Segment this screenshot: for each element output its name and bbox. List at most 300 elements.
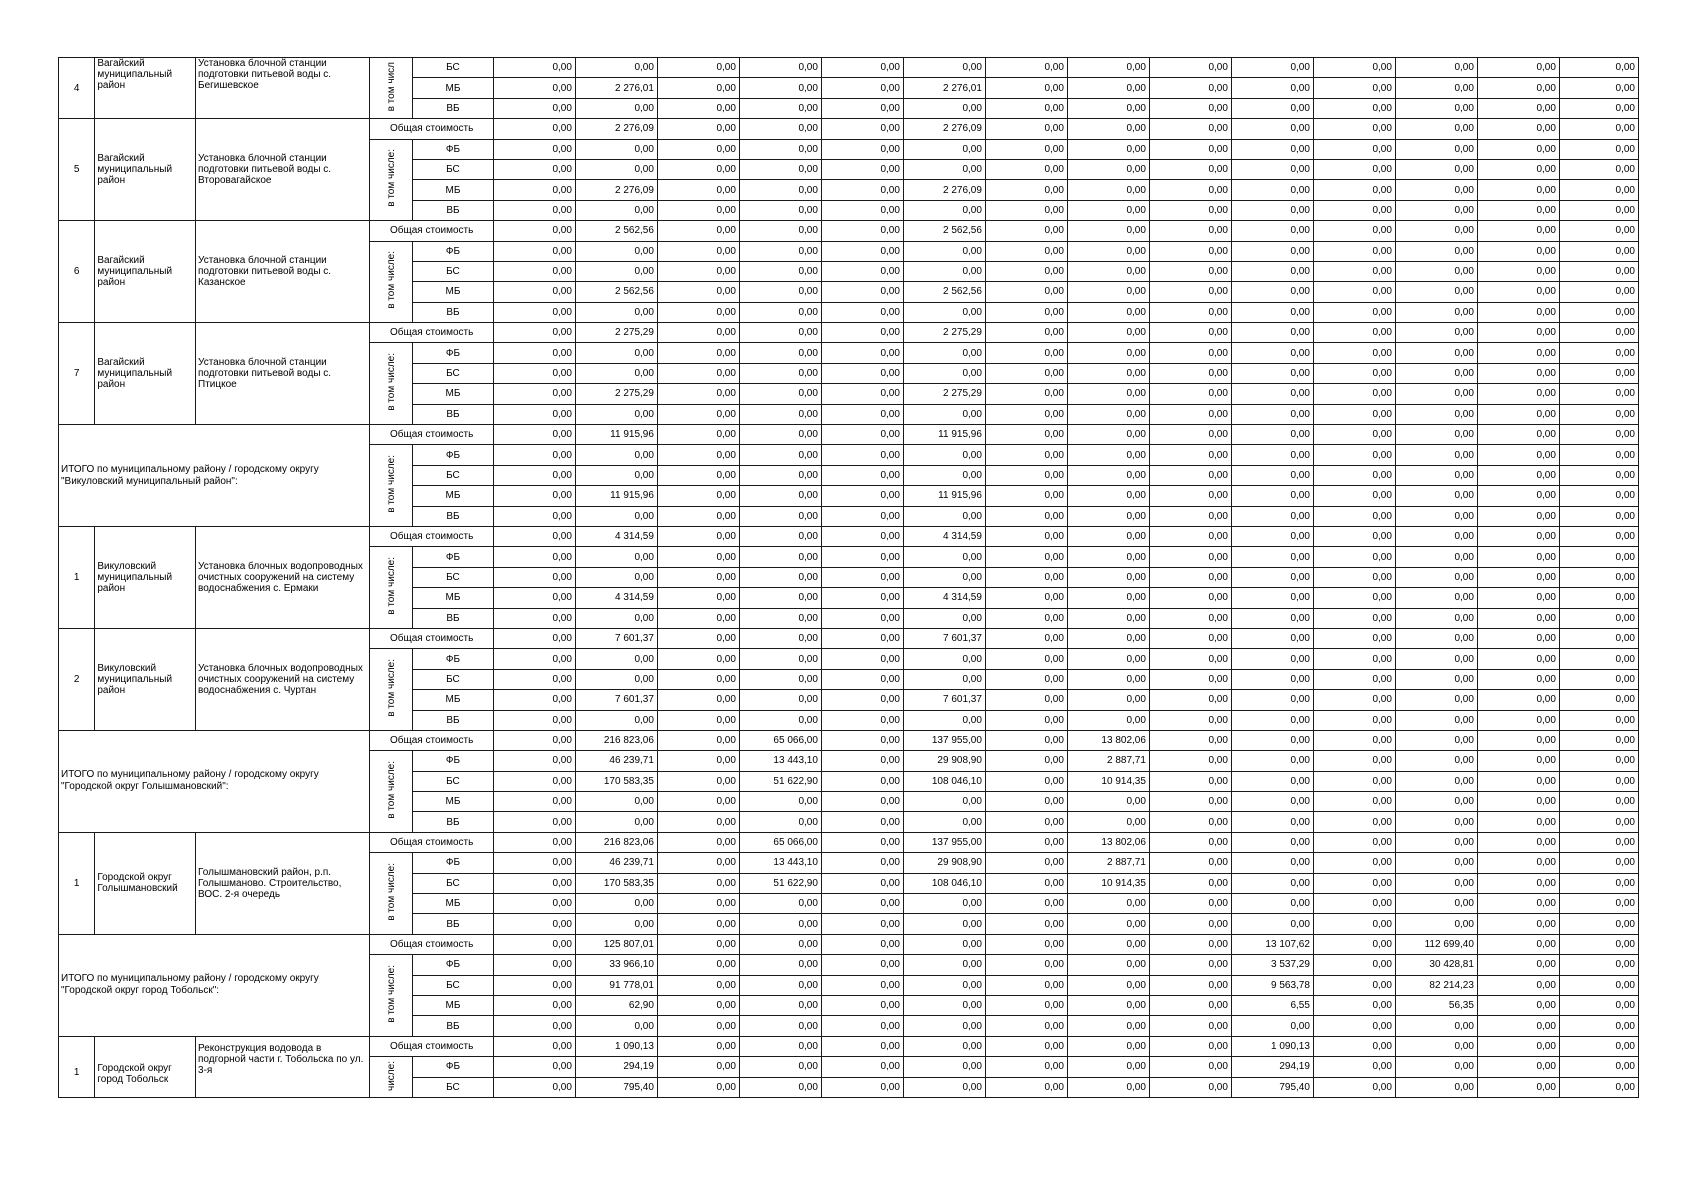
value-cell: 0,00 — [1149, 425, 1231, 445]
item-index: 2 — [59, 628, 95, 730]
value-cell: 0,00 — [739, 78, 821, 98]
value-cell: 0,00 — [1149, 669, 1231, 689]
value-cell: 0,00 — [903, 894, 985, 914]
value-cell: 0,00 — [1231, 608, 1313, 628]
value-cell: 0,00 — [1231, 180, 1313, 200]
value-cell: 0,00 — [1149, 832, 1231, 852]
value-cell: 0,00 — [575, 404, 657, 424]
value-cell: 9 563,78 — [1231, 975, 1313, 995]
value-cell: 0,00 — [739, 180, 821, 200]
value-cell: 0,00 — [493, 1057, 575, 1077]
value-cell: 0,00 — [1149, 221, 1231, 241]
value-cell: 0,00 — [1067, 567, 1149, 587]
value-cell: 0,00 — [1477, 547, 1559, 567]
value-cell: 0,00 — [739, 343, 821, 363]
value-cell: 11 915,96 — [575, 486, 657, 506]
value-cell: 0,00 — [1313, 812, 1395, 832]
value-cell: 0,00 — [821, 975, 903, 995]
value-cell: 0,00 — [493, 445, 575, 465]
value-cell: 0,00 — [1313, 771, 1395, 791]
value-cell: 0,00 — [1231, 628, 1313, 648]
value-cell: 0,00 — [575, 914, 657, 934]
value-cell: 0,00 — [1395, 302, 1477, 322]
value-cell: 0,00 — [985, 894, 1067, 914]
value-cell: 0,00 — [1067, 914, 1149, 934]
value-cell: 0,00 — [1067, 282, 1149, 302]
value-cell: 0,00 — [1559, 1077, 1638, 1097]
total-cost-label: Общая стоимость — [370, 628, 494, 648]
value-cell: 0,00 — [1231, 526, 1313, 546]
value-cell: 0,00 — [1395, 119, 1477, 139]
value-cell: 65 066,00 — [739, 832, 821, 852]
item-index: 5 — [59, 119, 95, 221]
value-cell: 0,00 — [1313, 649, 1395, 669]
value-cell: 0,00 — [821, 78, 903, 98]
value-cell: 0,00 — [493, 547, 575, 567]
table-row — [59, 119, 1639, 139]
value-cell: 0,00 — [1477, 282, 1559, 302]
value-cell: 0,00 — [1477, 425, 1559, 445]
value-cell: 2 276,09 — [575, 180, 657, 200]
fund-code: БС — [412, 363, 493, 383]
value-cell: 0,00 — [821, 751, 903, 771]
value-cell: 0,00 — [739, 282, 821, 302]
value-cell: 137 955,00 — [903, 730, 985, 750]
value-cell: 0,00 — [493, 302, 575, 322]
value-cell: 0,00 — [985, 710, 1067, 730]
including-label-text: в том числе: — [385, 761, 397, 819]
value-cell: 2 887,71 — [1067, 853, 1149, 873]
value-cell: 0,00 — [1559, 363, 1638, 383]
value-cell: 0,00 — [1395, 445, 1477, 465]
value-cell: 62,90 — [575, 995, 657, 1015]
value-cell: 0,00 — [821, 425, 903, 445]
value-cell: 0,00 — [821, 200, 903, 220]
value-cell: 0,00 — [657, 200, 739, 220]
value-cell: 0,00 — [1477, 690, 1559, 710]
value-cell: 0,00 — [1067, 78, 1149, 98]
value-cell: 170 583,35 — [575, 771, 657, 791]
value-cell: 0,00 — [985, 567, 1067, 587]
value-cell: 0,00 — [1231, 486, 1313, 506]
value-cell: 0,00 — [575, 669, 657, 689]
value-cell: 0,00 — [1149, 1036, 1231, 1056]
value-cell: 0,00 — [1231, 139, 1313, 159]
value-cell: 0,00 — [1395, 1016, 1477, 1036]
value-cell: 0,00 — [1313, 832, 1395, 852]
value-cell: 0,00 — [1559, 547, 1638, 567]
value-cell: 0,00 — [1477, 771, 1559, 791]
value-cell: 0,00 — [1231, 241, 1313, 261]
value-cell: 2 276,09 — [903, 180, 985, 200]
value-cell: 0,00 — [1313, 486, 1395, 506]
value-cell: 0,00 — [739, 955, 821, 975]
value-cell: 0,00 — [1231, 159, 1313, 179]
value-cell: 0,00 — [739, 1077, 821, 1097]
value-cell: 0,00 — [985, 282, 1067, 302]
fund-code: ФБ — [412, 853, 493, 873]
value-cell: 0,00 — [985, 934, 1067, 954]
value-cell: 0,00 — [657, 221, 739, 241]
value-cell: 0,00 — [657, 792, 739, 812]
value-cell: 0,00 — [821, 404, 903, 424]
value-cell: 0,00 — [1231, 832, 1313, 852]
value-cell: 0,00 — [657, 506, 739, 526]
value-cell: 0,00 — [1149, 363, 1231, 383]
value-cell: 51 622,90 — [739, 771, 821, 791]
fund-code: МБ — [412, 995, 493, 1015]
value-cell: 46 239,71 — [575, 853, 657, 873]
value-cell: 0,00 — [1395, 690, 1477, 710]
value-cell: 0,00 — [1067, 343, 1149, 363]
value-cell: 0,00 — [1559, 1016, 1638, 1036]
value-cell: 0,00 — [575, 302, 657, 322]
value-cell: 0,00 — [903, 58, 985, 78]
value-cell: 0,00 — [493, 1036, 575, 1056]
value-cell: 0,00 — [1149, 384, 1231, 404]
value-cell: 0,00 — [493, 425, 575, 445]
district-name: Вагайский муниципальный район — [95, 58, 196, 119]
value-cell: 0,00 — [1559, 792, 1638, 812]
value-cell: 0,00 — [903, 1036, 985, 1056]
value-cell: 0,00 — [985, 506, 1067, 526]
value-cell: 0,00 — [985, 975, 1067, 995]
including-label-text: в том числе: — [385, 149, 397, 208]
value-cell: 0,00 — [1395, 608, 1477, 628]
fund-code: БС — [412, 975, 493, 995]
value-cell: 0,00 — [575, 710, 657, 730]
value-cell: 0,00 — [657, 853, 739, 873]
value-cell: 0,00 — [1395, 853, 1477, 873]
fund-code: ФБ — [412, 955, 493, 975]
value-cell: 0,00 — [1231, 771, 1313, 791]
value-cell: 0,00 — [1559, 690, 1638, 710]
budget-table-sheet — [58, 57, 1639, 1135]
total-cost-label: Общая стоимость — [370, 221, 494, 241]
value-cell: 0,00 — [1313, 343, 1395, 363]
table-row — [59, 221, 1639, 241]
value-cell: 0,00 — [821, 995, 903, 1015]
value-cell: 0,00 — [1067, 526, 1149, 546]
value-cell: 0,00 — [821, 914, 903, 934]
value-cell: 0,00 — [493, 323, 575, 343]
value-cell: 0,00 — [739, 1016, 821, 1036]
value-cell: 0,00 — [903, 669, 985, 689]
fund-code: БС — [412, 465, 493, 485]
value-cell: 0,00 — [575, 200, 657, 220]
value-cell: 0,00 — [1231, 78, 1313, 98]
fund-code: БС — [412, 771, 493, 791]
value-cell: 0,00 — [1313, 425, 1395, 445]
value-cell: 0,00 — [1395, 58, 1477, 78]
fund-code: ФБ — [412, 241, 493, 261]
value-cell: 0,00 — [1313, 159, 1395, 179]
value-cell: 0,00 — [493, 690, 575, 710]
value-cell: 0,00 — [1477, 608, 1559, 628]
value-cell: 0,00 — [985, 445, 1067, 465]
value-cell: 0,00 — [1559, 404, 1638, 424]
value-cell: 0,00 — [985, 221, 1067, 241]
fund-code: ВБ — [412, 200, 493, 220]
value-cell: 0,00 — [1559, 506, 1638, 526]
value-cell: 0,00 — [1559, 58, 1638, 78]
value-cell: 0,00 — [657, 975, 739, 995]
value-cell: 170 583,35 — [575, 873, 657, 893]
value-cell: 11 915,96 — [575, 425, 657, 445]
value-cell: 11 915,96 — [903, 486, 985, 506]
fund-code: МБ — [412, 384, 493, 404]
value-cell: 0,00 — [1231, 323, 1313, 343]
value-cell: 0,00 — [1477, 404, 1559, 424]
value-cell: 0,00 — [1559, 873, 1638, 893]
value-cell: 0,00 — [1313, 58, 1395, 78]
value-cell: 0,00 — [1149, 526, 1231, 546]
value-cell: 0,00 — [1395, 1077, 1477, 1097]
value-cell: 0,00 — [1559, 771, 1638, 791]
value-cell: 0,00 — [903, 710, 985, 730]
value-cell: 0,00 — [493, 261, 575, 281]
value-cell: 0,00 — [1149, 58, 1231, 78]
value-cell: 4 314,59 — [903, 526, 985, 546]
value-cell: 0,00 — [1313, 975, 1395, 995]
value-cell: 0,00 — [985, 751, 1067, 771]
value-cell: 0,00 — [1313, 139, 1395, 159]
value-cell: 0,00 — [1067, 404, 1149, 424]
value-cell: 0,00 — [493, 955, 575, 975]
value-cell: 0,00 — [493, 139, 575, 159]
value-cell: 0,00 — [739, 363, 821, 383]
value-cell: 0,00 — [1313, 241, 1395, 261]
item-index: 1 — [59, 526, 95, 628]
value-cell: 0,00 — [985, 465, 1067, 485]
value-cell: 0,00 — [821, 955, 903, 975]
value-cell: 0,00 — [821, 384, 903, 404]
value-cell: 795,40 — [575, 1077, 657, 1097]
value-cell: 0,00 — [1313, 567, 1395, 587]
table-row — [59, 832, 1639, 852]
value-cell: 0,00 — [1149, 78, 1231, 98]
value-cell: 2 562,56 — [903, 221, 985, 241]
including-label-text: в том числ — [385, 61, 397, 112]
value-cell: 0,00 — [657, 363, 739, 383]
value-cell: 0,00 — [1559, 282, 1638, 302]
value-cell: 0,00 — [493, 159, 575, 179]
value-cell: 0,00 — [657, 78, 739, 98]
value-cell: 0,00 — [1231, 58, 1313, 78]
value-cell: 0,00 — [903, 1077, 985, 1097]
value-cell: 2 276,01 — [575, 78, 657, 98]
value-cell: 0,00 — [1395, 486, 1477, 506]
value-cell: 0,00 — [1477, 914, 1559, 934]
value-cell: 0,00 — [985, 792, 1067, 812]
value-cell: 0,00 — [575, 547, 657, 567]
value-cell: 0,00 — [739, 384, 821, 404]
value-cell: 30 428,81 — [1395, 955, 1477, 975]
value-cell: 0,00 — [739, 261, 821, 281]
value-cell: 0,00 — [739, 588, 821, 608]
value-cell: 0,00 — [657, 58, 739, 78]
value-cell: 0,00 — [739, 139, 821, 159]
value-cell: 0,00 — [1231, 567, 1313, 587]
value-cell: 0,00 — [1559, 975, 1638, 995]
value-cell: 0,00 — [739, 486, 821, 506]
value-cell: 0,00 — [1477, 159, 1559, 179]
value-cell: 0,00 — [985, 547, 1067, 567]
value-cell: 0,00 — [1231, 730, 1313, 750]
value-cell: 0,00 — [1395, 323, 1477, 343]
value-cell: 0,00 — [903, 1016, 985, 1036]
value-cell: 0,00 — [1149, 261, 1231, 281]
value-cell: 0,00 — [1477, 261, 1559, 281]
value-cell: 51 622,90 — [739, 873, 821, 893]
value-cell: 0,00 — [1231, 384, 1313, 404]
value-cell: 0,00 — [1313, 934, 1395, 954]
value-cell: 0,00 — [1067, 588, 1149, 608]
value-cell: 0,00 — [985, 139, 1067, 159]
value-cell: 0,00 — [739, 690, 821, 710]
value-cell: 0,00 — [657, 547, 739, 567]
value-cell: 0,00 — [1395, 649, 1477, 669]
fund-code: БС — [412, 159, 493, 179]
value-cell: 0,00 — [1149, 465, 1231, 485]
value-cell: 0,00 — [1559, 241, 1638, 261]
value-cell: 0,00 — [903, 1057, 985, 1077]
value-cell: 0,00 — [1149, 995, 1231, 1015]
including-label-text: в том числе: — [385, 863, 397, 921]
value-cell: 0,00 — [493, 832, 575, 852]
total-cost-label: Общая стоимость — [370, 323, 494, 343]
value-cell: 0,00 — [575, 363, 657, 383]
value-cell: 0,00 — [493, 1077, 575, 1097]
value-cell: 0,00 — [1559, 751, 1638, 771]
value-cell: 0,00 — [1477, 567, 1559, 587]
value-cell: 2 562,56 — [575, 221, 657, 241]
value-cell: 0,00 — [1149, 812, 1231, 832]
value-cell: 0,00 — [985, 608, 1067, 628]
project-name: Установка блочной станции подготовки питьевой воды с. Второвагайское — [196, 119, 370, 221]
project-name: Голышмановский район, р.п. Голышманово. Строительство, ВОС. 2-я очередь — [196, 832, 370, 934]
value-cell: 0,00 — [821, 526, 903, 546]
value-cell: 0,00 — [903, 567, 985, 587]
value-cell: 0,00 — [493, 241, 575, 261]
project-name: Установка блочной станции подготовки питьевой воды с. Птицкое — [196, 323, 370, 425]
including-label-text: в том числе: — [385, 251, 397, 310]
value-cell: 0,00 — [1067, 1036, 1149, 1056]
value-cell: 0,00 — [1559, 1036, 1638, 1056]
value-cell: 6,55 — [1231, 995, 1313, 1015]
value-cell: 0,00 — [985, 1077, 1067, 1097]
value-cell: 56,35 — [1395, 995, 1477, 1015]
value-cell: 0,00 — [657, 180, 739, 200]
value-cell: 0,00 — [1559, 567, 1638, 587]
value-cell: 0,00 — [1477, 139, 1559, 159]
value-cell: 0,00 — [1149, 792, 1231, 812]
value-cell: 0,00 — [1313, 1016, 1395, 1036]
value-cell: 0,00 — [575, 894, 657, 914]
value-cell: 0,00 — [903, 975, 985, 995]
project-name: Установка блочной станции подготовки питьевой воды с. Бегишевское — [196, 58, 370, 119]
value-cell: 0,00 — [1477, 1077, 1559, 1097]
value-cell: 0,00 — [493, 58, 575, 78]
itogo-row — [59, 425, 1639, 445]
value-cell: 0,00 — [1477, 58, 1559, 78]
value-cell: 0,00 — [1067, 465, 1149, 485]
value-cell: 0,00 — [1149, 690, 1231, 710]
value-cell: 0,00 — [1067, 159, 1149, 179]
value-cell: 0,00 — [739, 526, 821, 546]
value-cell: 0,00 — [493, 975, 575, 995]
value-cell: 4 314,59 — [575, 588, 657, 608]
value-cell: 0,00 — [1313, 78, 1395, 98]
including-label — [370, 955, 413, 1037]
value-cell: 29 908,90 — [903, 853, 985, 873]
value-cell: 0,00 — [1477, 343, 1559, 363]
value-cell: 0,00 — [1559, 98, 1638, 118]
value-cell: 0,00 — [1313, 1077, 1395, 1097]
value-cell: 0,00 — [1149, 343, 1231, 363]
value-cell: 0,00 — [985, 404, 1067, 424]
value-cell: 0,00 — [1231, 404, 1313, 424]
value-cell: 0,00 — [1149, 404, 1231, 424]
value-cell: 0,00 — [1313, 180, 1395, 200]
value-cell: 0,00 — [1477, 445, 1559, 465]
value-cell: 0,00 — [1067, 934, 1149, 954]
value-cell: 0,00 — [903, 404, 985, 424]
value-cell: 0,00 — [821, 302, 903, 322]
value-cell: 0,00 — [1395, 241, 1477, 261]
value-cell: 0,00 — [1559, 894, 1638, 914]
value-cell: 0,00 — [985, 486, 1067, 506]
value-cell: 0,00 — [1231, 425, 1313, 445]
value-cell: 0,00 — [1477, 628, 1559, 648]
fund-code: МБ — [412, 588, 493, 608]
value-cell: 0,00 — [903, 343, 985, 363]
value-cell: 0,00 — [1313, 853, 1395, 873]
value-cell: 0,00 — [739, 159, 821, 179]
fund-code: БС — [412, 873, 493, 893]
value-cell: 0,00 — [821, 58, 903, 78]
value-cell: 0,00 — [1559, 486, 1638, 506]
fund-code: ВБ — [412, 506, 493, 526]
value-cell: 0,00 — [739, 241, 821, 261]
value-cell: 0,00 — [1477, 506, 1559, 526]
value-cell: 0,00 — [985, 241, 1067, 261]
value-cell: 0,00 — [821, 119, 903, 139]
value-cell: 0,00 — [1067, 1016, 1149, 1036]
fund-code: ВБ — [412, 1016, 493, 1036]
value-cell: 0,00 — [1149, 955, 1231, 975]
value-cell: 0,00 — [1067, 1057, 1149, 1077]
including-label — [370, 343, 413, 425]
value-cell: 29 908,90 — [903, 751, 985, 771]
district-name: Викуловский муниципальный район — [95, 526, 196, 628]
value-cell: 0,00 — [1477, 302, 1559, 322]
value-cell: 0,00 — [1477, 934, 1559, 954]
value-cell: 0,00 — [1477, 792, 1559, 812]
value-cell: 2 276,01 — [903, 78, 985, 98]
value-cell: 0,00 — [493, 710, 575, 730]
value-cell: 0,00 — [657, 98, 739, 118]
value-cell: 0,00 — [1067, 547, 1149, 567]
value-cell: 13 443,10 — [739, 853, 821, 873]
value-cell: 0,00 — [985, 1057, 1067, 1077]
value-cell: 0,00 — [1395, 506, 1477, 526]
value-cell: 0,00 — [1395, 404, 1477, 424]
value-cell: 0,00 — [657, 751, 739, 771]
value-cell: 0,00 — [1313, 363, 1395, 383]
value-cell: 0,00 — [575, 139, 657, 159]
item-index: 4 — [59, 58, 95, 119]
